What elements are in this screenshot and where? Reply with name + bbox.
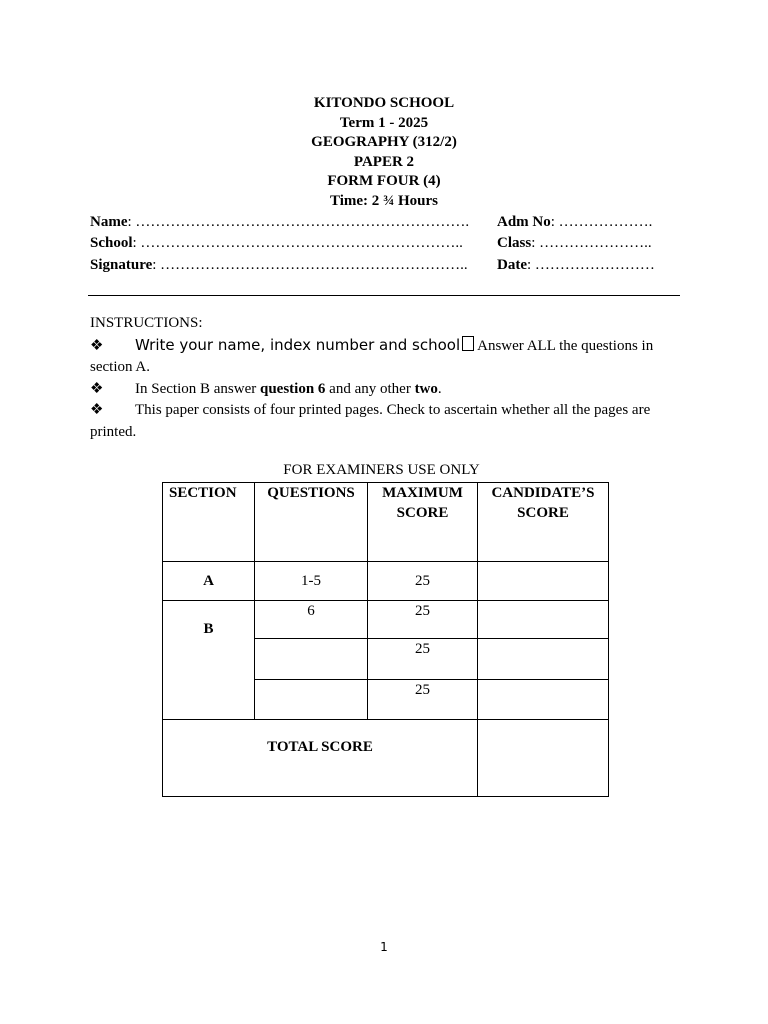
- table-header-row: [163, 483, 609, 562]
- section-a-questions: 1-5: [255, 562, 368, 601]
- instruction-1-text-b: Answer ALL the questions in section A.: [90, 337, 654, 375]
- section-b-candidate-score-2: [478, 639, 609, 680]
- examiner-score-table: [162, 482, 609, 797]
- page-number: 1: [380, 940, 388, 954]
- section-a-cell: A: [163, 562, 255, 601]
- instruction-2-text-c: .: [437, 380, 442, 397]
- class-dots: : …………………..: [531, 235, 652, 252]
- class-field: [497, 233, 652, 254]
- class-label: Class: [497, 235, 532, 252]
- header-candidate-score: [478, 483, 609, 562]
- instructions-title: INSTRUCTIONS:: [90, 315, 203, 331]
- term: Term 1 - 2025: [339, 114, 429, 131]
- bullet-icon: ❖: [90, 337, 104, 354]
- bullet-icon: ❖: [90, 402, 104, 418]
- section-b-question-2: [255, 639, 368, 680]
- header-max-line2: SCORE: [396, 505, 449, 521]
- section-a-max: 25: [368, 562, 478, 601]
- instruction-item-2: [90, 379, 680, 401]
- signature-label: Signature: [90, 256, 153, 273]
- section-b-question-3: [255, 680, 368, 720]
- header-cand-line2: SCORE: [517, 505, 569, 521]
- instruction-2-bold-a: question 6: [259, 380, 326, 397]
- name-dots: : ………………………………………………………….: [127, 214, 470, 230]
- table-row-total: [163, 720, 609, 797]
- adm-dots: : ……………….: [550, 214, 653, 230]
- exam-time: Time: 2 ¾ Hours: [329, 192, 439, 209]
- section-b-question-1: 6: [255, 601, 368, 639]
- header-divider: [88, 295, 680, 296]
- instruction-1-text-a: Write your name, index number and school: [135, 335, 461, 354]
- subject: GEOGRAPHY (312/2): [311, 134, 457, 151]
- school-field: [90, 233, 463, 254]
- adm-label: Adm No: [497, 214, 551, 230]
- paper: PAPER 2: [353, 153, 415, 170]
- instruction-3-text: This paper consists of four printed pages. Check to ascertain whether all the pages are printed.: [90, 402, 651, 440]
- adm-field: [497, 212, 652, 233]
- header-maximum-score: [368, 483, 478, 562]
- instruction-2-text-b: and any other: [325, 380, 415, 397]
- date-dots: : ……………………: [527, 256, 655, 273]
- name-field: [90, 212, 469, 233]
- school-name: KITONDO SCHOOL: [313, 95, 455, 111]
- signature-dots: : ……………………………………………………..: [152, 256, 468, 273]
- section-a-candidate-score: [478, 562, 609, 601]
- date-field: [497, 255, 655, 276]
- exam-header: [0, 94, 768, 212]
- section-b-candidate-score-1: [478, 601, 609, 639]
- form-level: FORM FOUR (4): [327, 173, 441, 190]
- section-b-cell: B: [163, 601, 255, 720]
- instruction-item-1: [90, 335, 680, 379]
- section-b-max-3: 25: [368, 680, 478, 720]
- total-score-value: [478, 720, 609, 797]
- instruction-item-3: [90, 400, 680, 443]
- missing-glyph-icon: [462, 336, 474, 351]
- header-max-line1: MAXIMUM: [382, 485, 463, 501]
- instruction-2-text-a: In Section B answer: [135, 380, 260, 397]
- section-b-candidate-score-3: [478, 680, 609, 720]
- school-dots: : ………………………………………………………..: [132, 235, 463, 252]
- instruction-2-bold-b: two: [414, 380, 438, 397]
- total-score-label: TOTAL SCORE: [163, 720, 478, 797]
- school-label: School: [90, 235, 133, 252]
- instructions: [90, 313, 680, 443]
- header-questions: QUESTIONS: [255, 483, 368, 562]
- section-b-max-2: 25: [368, 639, 478, 680]
- table-row-section-a: [163, 562, 609, 601]
- signature-field: [90, 255, 468, 276]
- header-section: SECTION: [163, 483, 255, 562]
- name-label: Name: [90, 214, 128, 230]
- table-row-section-b-1: [163, 601, 609, 639]
- bullet-icon: ❖: [90, 380, 104, 397]
- date-label: Date: [497, 256, 527, 273]
- section-b-max-1: 25: [368, 601, 478, 639]
- header-cand-line1: CANDIDATE’S: [491, 485, 595, 501]
- examiner-table-title: FOR EXAMINERS USE ONLY: [283, 462, 480, 478]
